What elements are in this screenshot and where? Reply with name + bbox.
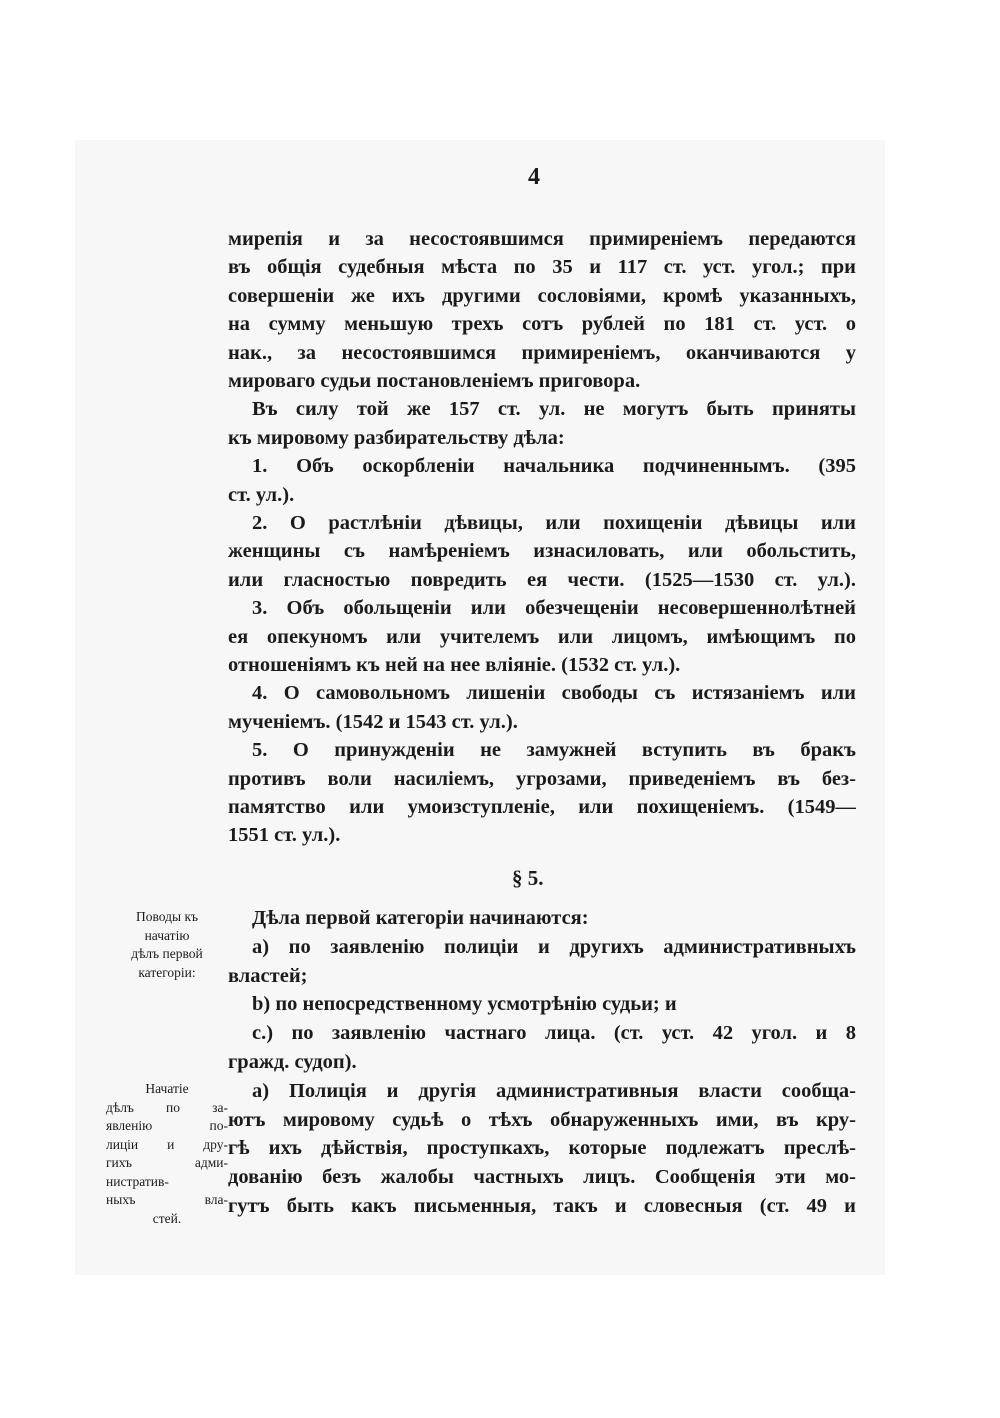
text-line: ея опекуномъ или учителемъ или лицомъ, имѣющимъ по: [228, 625, 856, 648]
text-line: къ мировому разбирательству дѣла:: [228, 426, 565, 449]
text-line: Дѣла первой категоріи начинаются:: [252, 907, 589, 929]
text-line: мученіемъ. (1542 и 1543 ст. ул.).: [228, 710, 518, 733]
margin-note-line: Начатіе: [145, 1081, 189, 1096]
margin-note-line: явленію по-: [106, 1118, 228, 1133]
text-line: 1. Объ оскорбленіи начальника подчиненнымъ. (395: [252, 455, 856, 478]
text-line: мироваго судьи постановленіемъ приговора.: [228, 370, 641, 392]
text-line: a) Полиція и другія административныя власти сообща-: [252, 1079, 856, 1102]
text-line: памятство или умоизступленіе, или похищеніемъ. (1549—: [228, 796, 856, 818]
page-number: 4: [528, 164, 540, 190]
text-line: совершеніи же ихъ другими сословіями, кромѣ указанныхъ,: [228, 284, 856, 307]
text-line: ютъ мировому судьѣ о тѣхъ обнаруженныхъ ими, въ кру-: [228, 1108, 856, 1131]
margin-note-line: начатію: [144, 927, 190, 943]
text-line: 3. Объ обольщеніи или обезчещеніи несовершеннолѣтней: [252, 597, 856, 620]
text-line: ст. ул.).: [228, 483, 295, 506]
text-line: a) по заявленію полиціи и другихъ административныхъ: [252, 935, 856, 958]
text-line: дованію безъ жалобы частныхъ лицъ. Сообщенія эти мо-: [228, 1166, 856, 1189]
text-line: 2. О растлѣніи дѣвицы, или похищеніи дѣвицы или: [252, 512, 856, 534]
margin-note-line: нистратив-: [106, 1173, 169, 1189]
text-line: на сумму меньшую трехъ сотъ рублей по 181 ст. уст. о: [228, 313, 856, 336]
text-line: c.) по заявленію частнаго лица. (ст. уст. 42 угол. и 8: [252, 1022, 856, 1045]
margin-note-line: стей.: [152, 1210, 182, 1226]
text-line: Въ силу той же 157 ст. ул. не могутъ быть приняты: [252, 398, 856, 421]
margin-note-line: категоріи:: [138, 964, 196, 980]
text-line: гутъ быть какъ письменныя, такъ и словесныя (ст. 49 и: [228, 1195, 856, 1217]
margin-note-1: [106, 908, 228, 982]
text-line: противъ воли насиліемъ, угрозами, приведеніемъ въ без-: [228, 767, 856, 790]
text-line: въ общія судебныя мѣста по 35 и 117 ст. уст. угол.; при: [228, 256, 856, 279]
margin-note-line: гихъ адми-: [106, 1155, 228, 1170]
margin-note-line: ныхъ вла-: [106, 1192, 228, 1207]
margin-note-line: дѣлъ по за-: [106, 1099, 228, 1115]
margin-note-2: [106, 1080, 228, 1228]
text-line: женщины съ намѣреніемъ изнасиловать, или обольстить,: [228, 540, 856, 563]
text-line: отношеніямъ къ ней на нее вліяніе. (1532 ст. ул.).: [228, 654, 681, 676]
text-line: или гласностью повредить ея чести. (1525—1530 ст. ул.).: [228, 568, 856, 591]
text-line: нак., за несостоявшимся примиреніемъ, оканчиваются у: [228, 341, 856, 364]
margin-note-line: Поводы къ: [136, 909, 198, 924]
text-line: 1551 ст. ул.).: [228, 824, 341, 847]
text-line: гражд. судоп).: [228, 1051, 357, 1073]
text-line: гѣ ихъ дѣйствія, проступкахъ, которые подлежатъ преслѣ-: [228, 1137, 856, 1160]
margin-note-line: лиціи и дру-: [106, 1136, 228, 1152]
text-line: 4. О самовольномъ лишеніи свободы съ истязаніемъ или: [252, 682, 856, 705]
text-line: 5. О принужденіи не замужней вступить въ бракъ: [252, 739, 856, 762]
margin-note-line: дѣлъ первой: [131, 946, 203, 961]
text-line: мирепія и за несостоявшимся примиреніемъ передаются: [228, 228, 856, 250]
text-line: b) по непосредственному усмотрѣнію судьи; и: [252, 993, 677, 1016]
text-line: властей;: [228, 964, 308, 987]
section-heading: § 5.: [512, 866, 544, 890]
